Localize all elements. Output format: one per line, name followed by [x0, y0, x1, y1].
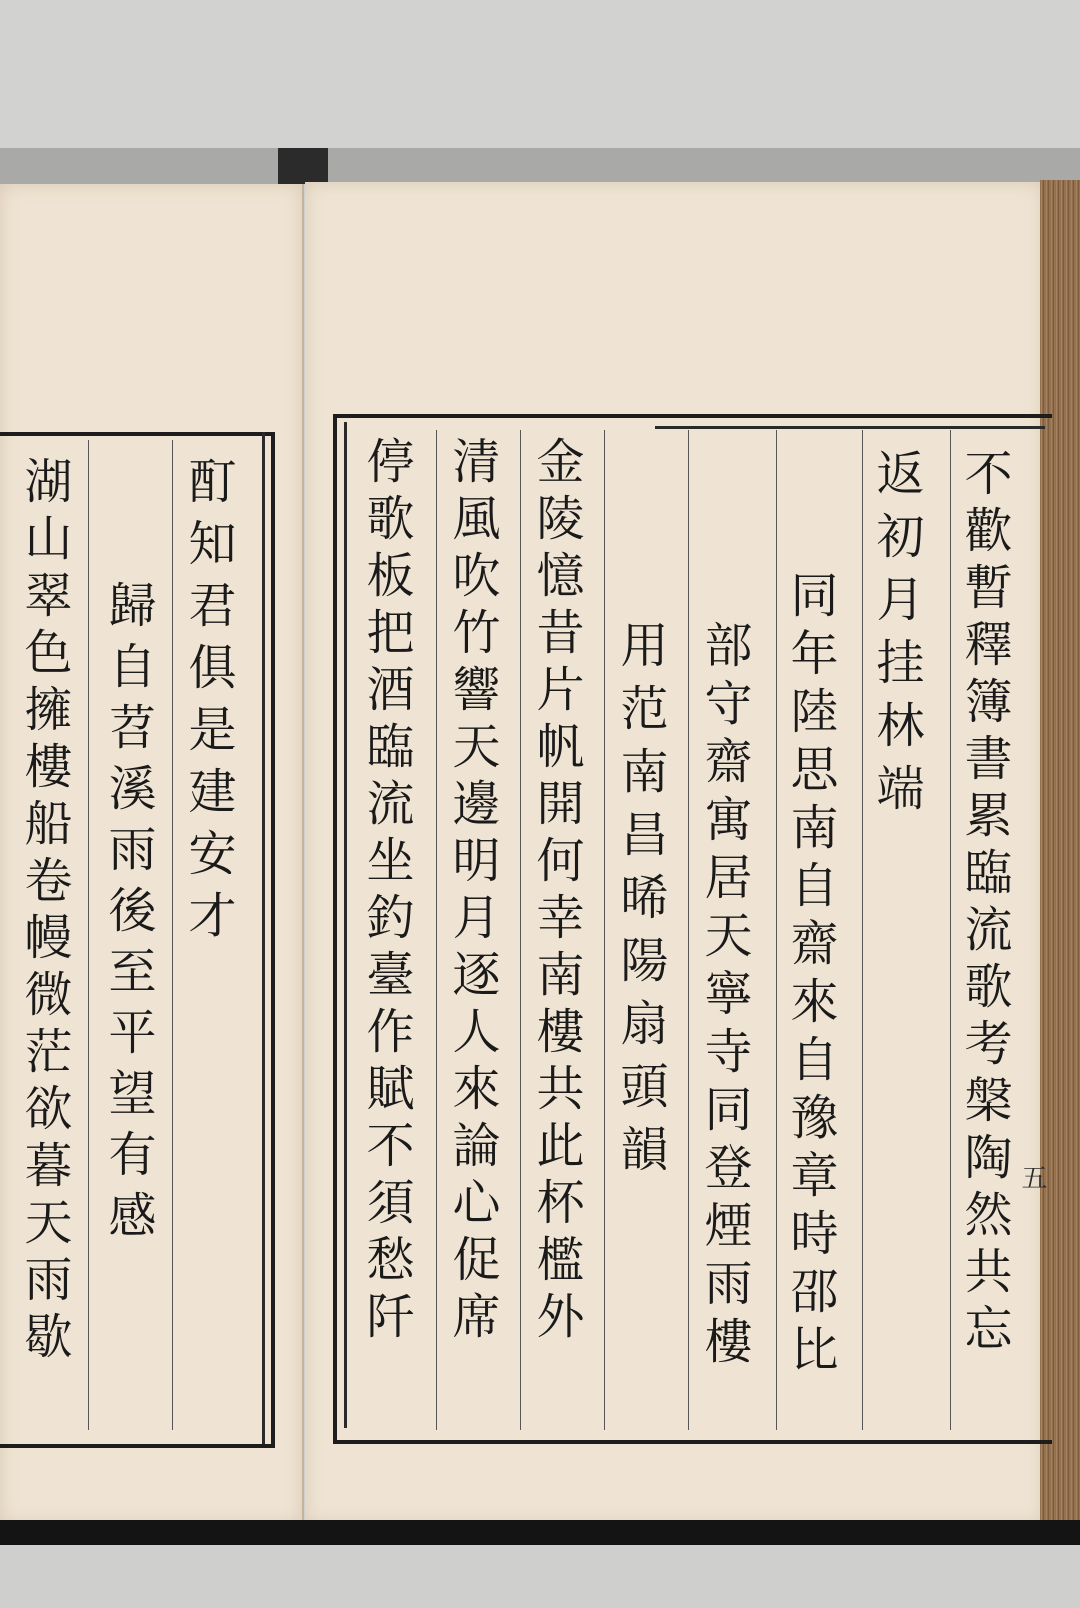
left-column-3: 湖山翠色擁樓船卷幔微茫欲暮天雨歇 — [16, 456, 72, 1368]
right-column-5: 用范南昌晞陽扇頭韻 — [612, 620, 668, 1187]
right-column-rule — [776, 430, 777, 1430]
left-column-rule — [172, 440, 173, 1430]
right-frame-inner-line — [344, 422, 347, 1428]
scan-strip — [0, 148, 1080, 184]
right-column-2: 返初月挂林端 — [868, 448, 924, 826]
scan-background-top — [0, 0, 1080, 148]
left-column-2: 歸自苕溪雨後至平望有感 — [100, 580, 156, 1251]
left-frame-inner-line — [262, 432, 265, 1444]
right-column-8: 停歌板把酒臨流坐釣臺作賦不須愁阡 — [358, 436, 414, 1348]
right-column-rule — [862, 430, 863, 1430]
right-column-rule — [520, 430, 521, 1430]
right-column-rule — [688, 430, 689, 1430]
right-page-frame — [333, 414, 1052, 1444]
folio-number: 五 — [1017, 1164, 1047, 1190]
gutter-shadow — [278, 148, 328, 184]
left-column-1: 酊知君俱是建安才 — [180, 456, 236, 952]
right-column-7: 清風吹竹響天邊明月逐人來論心促席 — [444, 436, 500, 1348]
right-column-4: 部守齋寓居天寧寺同登煙雨樓 — [696, 620, 752, 1374]
right-column-6: 金陵憶昔片帆開何幸南樓共此杯檻外 — [528, 436, 584, 1348]
right-column-1: 不歡暫釋簿書累臨流歌考槃陶然共忘 — [956, 448, 1012, 1360]
right-column-rule — [950, 430, 951, 1430]
right-top-band — [655, 426, 1045, 429]
bottom-shadow — [0, 1520, 1080, 1546]
left-column-rule — [88, 440, 89, 1430]
scan-background-bottom — [0, 1545, 1080, 1608]
right-column-rule — [436, 430, 437, 1430]
right-column-rule — [604, 430, 605, 1430]
right-column-3: 同年陸思南自齋來自豫章時邵比 — [782, 570, 838, 1382]
